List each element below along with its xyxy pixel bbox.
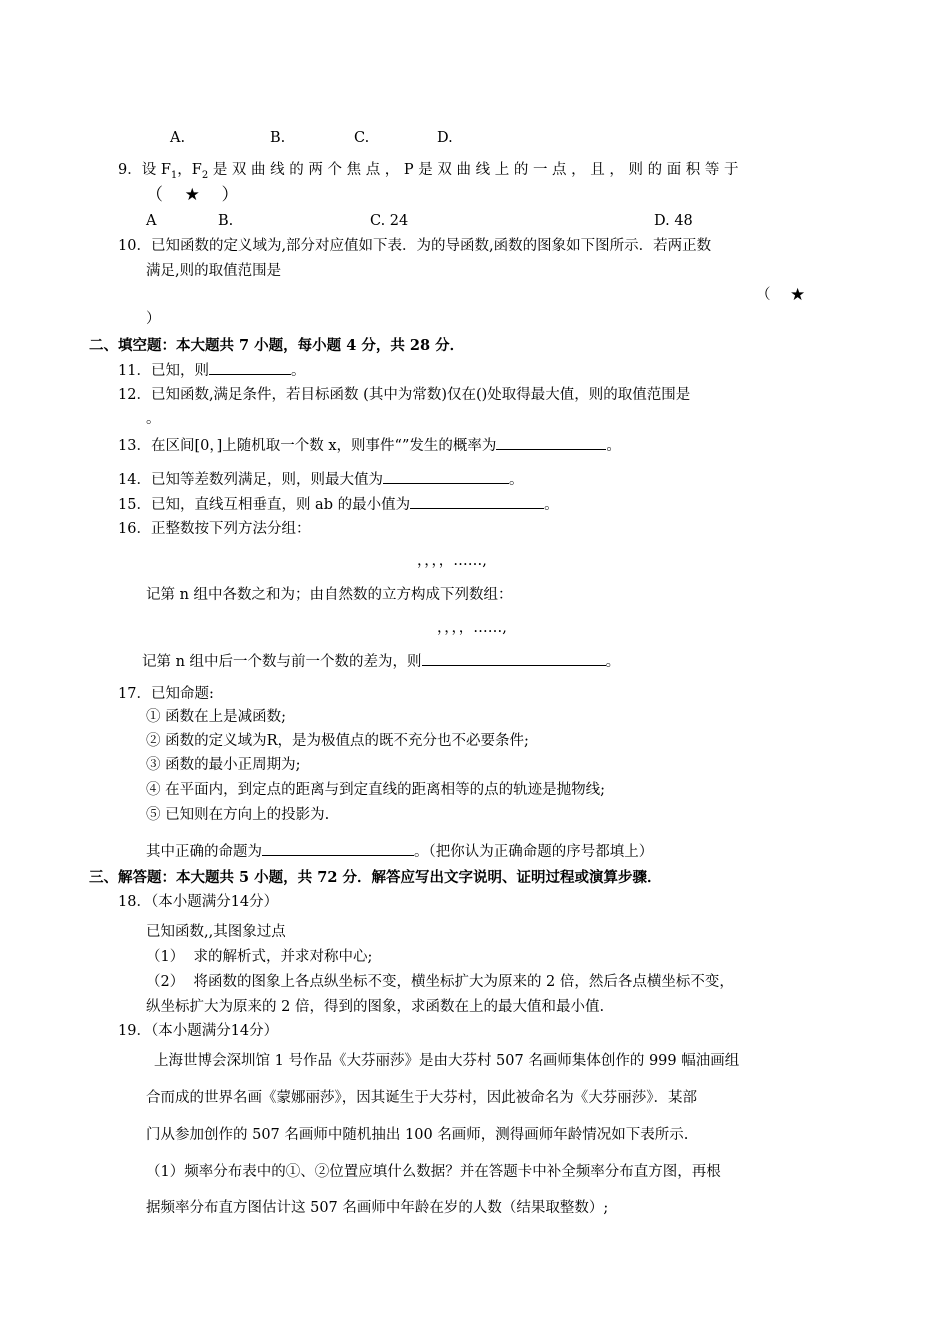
q18-part-2: （2） 将函数的图象上各点纵坐标不变，横坐标扩大为原来的 2 倍，然后各点横坐标不变，	[146, 974, 734, 990]
q8-option-c: C.	[354, 130, 370, 146]
q13: 13．在区间[0，]上随机取一个数 x，则事件“”发生的概率为 。	[118, 435, 621, 456]
section-2-heading: 二、填空题：本大题共 7 小题，每小题 4 分，共 28 分．	[89, 337, 465, 354]
q8-option-d: D.	[437, 130, 453, 146]
q16-line1: 16．正整数按下列方法分组：	[118, 521, 311, 537]
q19-line2: 合而成的世界名画《蒙娜丽莎》，因其诞生于大芬村，因此被命名为《大芬丽莎》．某部	[146, 1090, 697, 1106]
q13-blank	[496, 435, 606, 450]
q19-line3: 门从参加创作的 507 名画师中随机抽出 100 名画师，测得画师年龄情况如下表所示.	[146, 1127, 689, 1143]
q17-proposition-4: ④ 在平面内，到定点的距离与到定直线的距离相等的点的轨迹是抛物线;	[146, 782, 605, 798]
section-3-heading: 三、解答题：本大题共 5 小题，共 72 分．解答应写出文字说明、证明过程或演算步骤．	[89, 869, 662, 886]
q12-line1: 12．已知函数,满足条件，若目标函数 (其中为常数)仅在()处取得最大值，则的取值范围是	[118, 387, 691, 403]
q14: 14．已知等差数列满足，则，则最大值为 。	[118, 469, 523, 490]
q12-line2: 。	[146, 411, 161, 427]
q15-blank	[410, 494, 544, 509]
q16-sequence-2: ，，，，……,	[437, 620, 507, 636]
q15: 15．已知，直线互相垂直，则 ab 的最小值为 。	[118, 494, 559, 515]
q9-stem: 9．设 $F_1$，$F_2$ 是 双 曲 线 的 两 个 焦 点 ， P 是 双 曲 线 上 的 一 点 ， 且 ， 则 的 面 积 等 于	[118, 162, 739, 181]
q11-blank	[209, 360, 291, 375]
q18-part-2-cont: 纵坐标扩大为原来的 2 倍，得到的图象，求函数在上的最大值和最小值.	[146, 999, 605, 1015]
q14-blank	[383, 469, 509, 484]
q17-proposition-2: ② 函数的定义域为R，是为极值点的既不充分也不必要条件;	[146, 733, 529, 749]
q17-line1: 17．已知命题:	[118, 686, 214, 702]
q10-line1: 10．已知函数的定义域为,部分对应值如下表．为的导函数,函数的图象如下图所示．若两正数	[118, 238, 712, 254]
q16-blank	[422, 651, 606, 666]
q17-blank	[262, 841, 414, 856]
q10-line2: 满足,则的取值范围是	[146, 263, 282, 279]
q11: 11．已知，则 。	[118, 360, 305, 381]
q10-paren-close: ）	[146, 311, 161, 327]
q16-sequence-1: ，，，，……,	[417, 553, 487, 569]
q18-title: 18．（本小题满分14分）	[118, 894, 279, 910]
q9-option-c: C. 24	[370, 213, 409, 229]
q10-paren-open: （	[756, 287, 771, 303]
q17-proposition-5: ⑤ 已知则在方向上的投影为.	[146, 807, 330, 823]
q16-line3: 记第 n 组中后一个数与前一个数的差为，则 。	[142, 651, 620, 672]
q9-answer-paren: （ ★ ）	[146, 185, 239, 205]
q18-part-1: （1） 求的解析式，并求对称中心;	[146, 949, 373, 965]
q19-part-1: （1）频率分布表中的①、②位置应填什么数据？并在答题卡中补全频率分布直方图，再根	[146, 1164, 721, 1180]
q18-stem: 已知函数,,其图象过点	[146, 924, 286, 940]
q16-line2: 记第 n 组中各数之和为；由自然数的立方构成下列数组：	[146, 587, 513, 603]
q17-proposition-1: ① 函数在上是减函数;	[146, 709, 286, 725]
q17-answer: 其中正确的命题为 。（把你认为正确命题的序号都填上）	[146, 841, 653, 862]
star-icon: ★	[790, 285, 806, 305]
q19-line1: 上海世博会深圳馆 1 号作品《大芬丽莎》是由大芬村 507 名画师集体创作的 999 幅油画组	[154, 1053, 740, 1069]
q9-option-b: B.	[218, 213, 234, 229]
q19-part-1-cont: 据频率分布直方图估计这 507 名画师中年龄在岁的人数（结果取整数）;	[146, 1200, 609, 1216]
q19-title: 19．（本小题满分14分）	[118, 1023, 279, 1039]
q9-option-a: A	[146, 213, 157, 229]
q8-option-b: B.	[270, 130, 286, 146]
q8-option-a: A.	[170, 130, 186, 146]
q9-option-d: D. 48	[654, 213, 693, 229]
q17-proposition-3: ③ 函数的最小正周期为;	[146, 757, 301, 773]
